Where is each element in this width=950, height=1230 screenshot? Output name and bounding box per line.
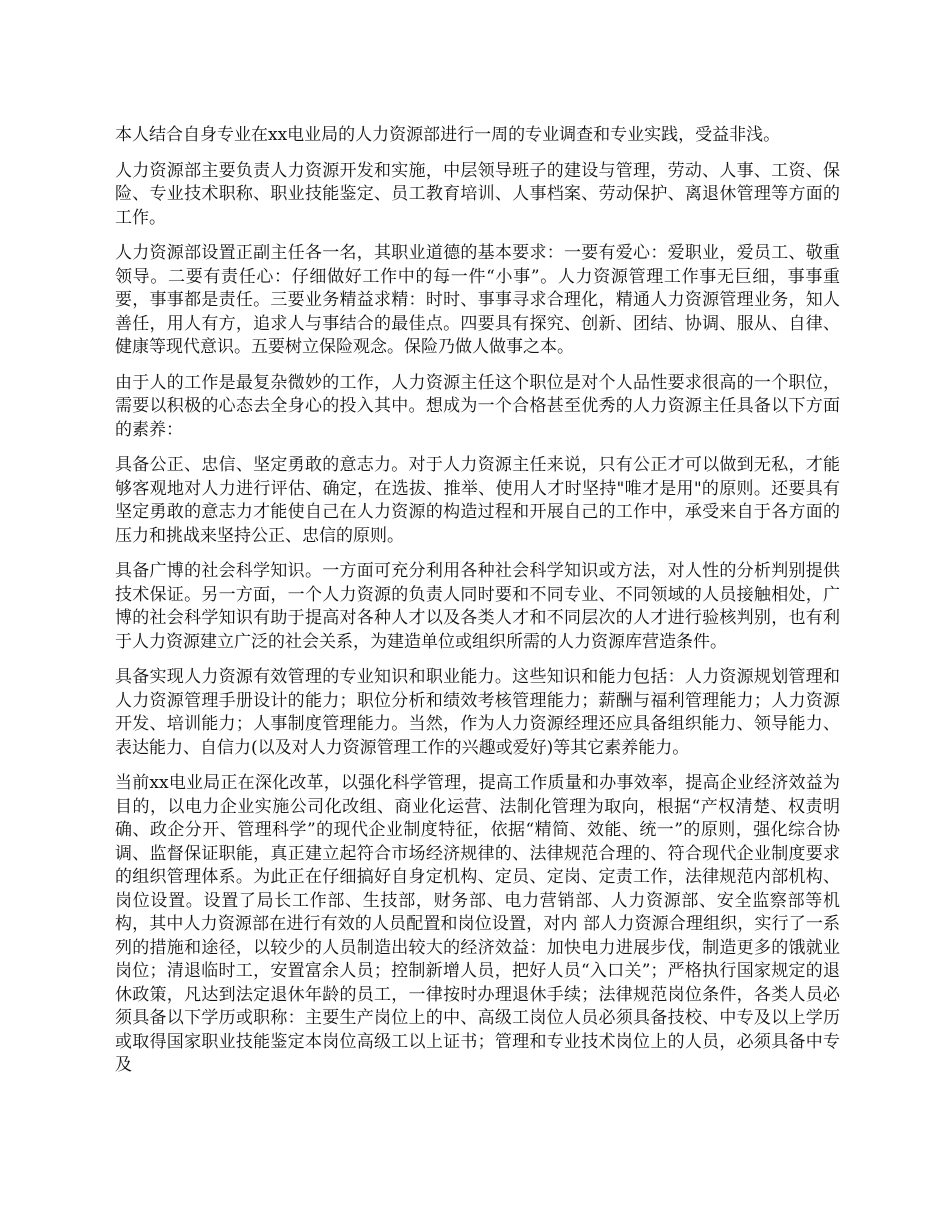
paragraph-social-science-knowledge: 具备广博的社会科学知识。一方面可充分利用各种社会科学知识或方法，对人性的分析判别提供技术保证。另一方面，一个人力资源的负责人同时要和不同专业、不同领域的人员接触相处，广博的社会科学知识有助于提高对各种人才以及各类人才和不同层次的人才进行验核判别，也有利于人力资源建立广泛的社会关系，为建造单位或组织所需的人力资源库营造条件。 [115, 561, 840, 652]
paragraph-director-ethics: 人力资源部设置正副主任各一名，其职业道德的基本要求：一要有爱心：爱职业，爱员工、敬重领导。二要有责任心：仔细做好工作中的每一件“小事”。人力资源管理工作事无巨细，事事重要，事事都是责任。三要业务精益求精：时时、事事寻求合理化，精通人力资源管理业务，知人善任，用人有方，追求人与事结合的最佳点。四要具有探究、创新、团结、协调、服从、自律、健康等现代意识。五要树立保险观念。保险乃做人做事之本。 [115, 243, 840, 357]
paragraph-intro: 本人结合自身专业在xx电业局的人力资源部进行一周的专业调查和专业实践，受益非浅。 [115, 125, 781, 145]
paragraph-fairness-willpower: 具备公正、忠信、坚定勇敢的意志力。对于人力资源主任来说，只有公正才可以做到无私，才能够客观地对人力进行评估、确定，在选拔、推举、使用人才时坚持"唯才是用"的原则。还要具有坚定勇敢的意志力才能使自己在人力资源的构造过程和开展自己的工作中，承受来自于各方面的压力和挑战来坚持公正、忠信的原则。 [115, 455, 840, 546]
paragraph-professional-ability: 具备实现人力资源有效管理的专业知识和职业能力。这些知识和能力包括：人力资源规划管理和人力资源管理手册设计的能力；职位分析和绩效考核管理能力；薪酬与福利管理能力；人力资源开发、培训能力；人事制度管理能力。当然，作为人力资源经理还应具备组织能力、领导能力、表达能力、自信力(以及对人力资源管理工作的兴趣或爱好)等其它素养能力。 [115, 667, 840, 758]
paragraph-bureau-reform: 当前xx电业局正在深化改革，以强化科学管理，提高工作质量和办事效率，提高企业经济效益为目的，以电力企业实施公司化改组、商业化运营、法制化管理为取向，根据“产权清楚、权责明确、政企分开、管理科学”的现代企业制度特征，依据“精简、效能、统一”的原则，强化综合协调、监督保证职能，真正建立起符合市场经济规律的、法律规范合理的、符合现代企业制度要求的组织管理体系。为此正在仔细搞好自身定机构、定员、定岗、定责工作，法律规范内部机构、岗位设置。设置了局长工作部、生技部，财务部、电力营销部、人力资源部、安全监察部等机构，其中人力资源部在进行有效的人员配置和岗位设置，对内 部人力资源合理组织，实行了一系列的措施和途径，以较少的人员制造出较大的经济效益：加快电力进展步伐，制造更多的饿就业岗位；清退临时工，安置富余人员；控制新增人员，把好人员“入口关”；严格执行国家规定的退休政策，凡达到法定退休年龄的员工，一律按时办理退休手续；法律规范岗位条件，各类人员必须具备以下学历或职称：主要生产岗位上的中、高级工岗位人员必须具备技校、中专及以上学历或取得国家职业技能鉴定本岗位高级工以上证书；管理和专业技术岗位上的人员，必须具备中专及 [115, 773, 840, 1075]
paragraph-director-qualities: 由于人的工作是最复杂微妙的工作，人力资源主任这个职位是对个人品性要求很高的一个职位，需要以积极的心态去全身心的投入其中。想成为一个合格甚至优秀的人力资源主任具备以下方面的素养： [115, 372, 840, 440]
document-body [115, 124, 840, 1090]
paragraph-hr-responsibilities: 人力资源部主要负责人力资源开发和实施，中层领导班子的建设与管理，劳动、人事、工资、保险、专业技术职称、职业技能鉴定、员工教育培训、人事档案、劳动保护、离退休管理等方面的工作。 [115, 160, 840, 228]
